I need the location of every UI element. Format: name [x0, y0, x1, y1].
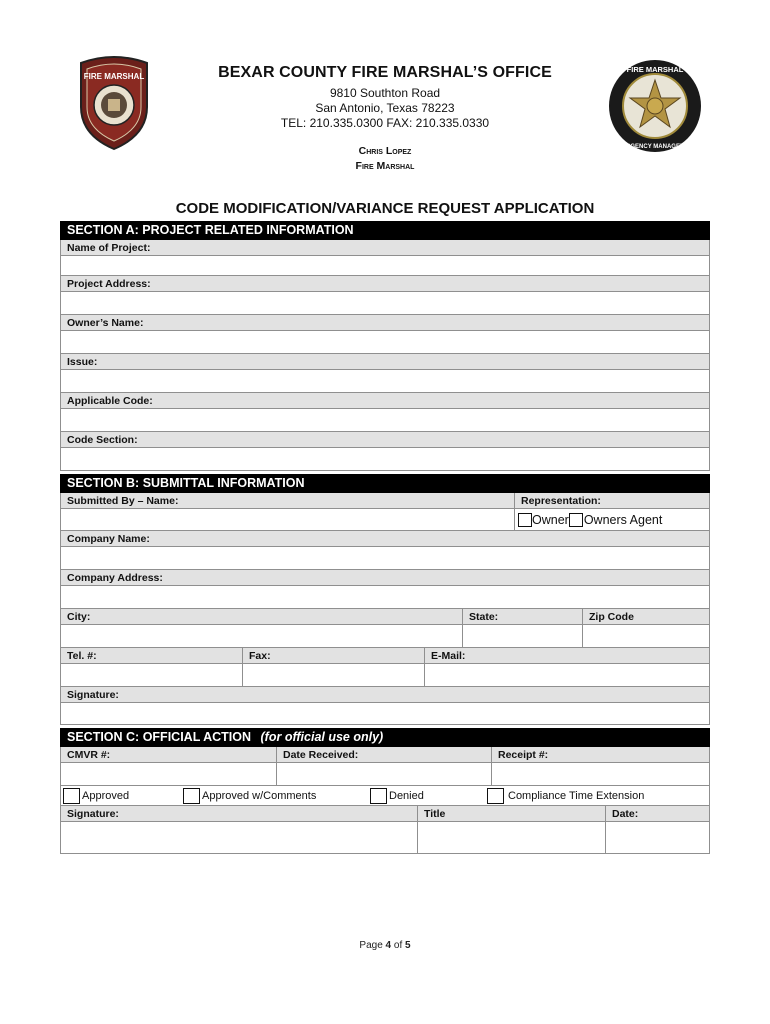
applicable-code-label: Applicable Code:: [60, 393, 710, 409]
project-address-label: Project Address:: [60, 276, 710, 292]
address-line-1: 9810 Southton Road: [329, 86, 441, 100]
official-action-options: [60, 786, 710, 806]
denied-label: Denied: [389, 789, 424, 802]
approved-option: [61, 788, 183, 804]
compliance-label: Compliance Time Extension: [508, 789, 645, 802]
approved-comments-checkbox[interactable]: [183, 788, 200, 804]
section-c: [60, 728, 710, 854]
section-c-heading-note: (for official use only): [260, 730, 384, 744]
denied-checkbox[interactable]: [370, 788, 387, 804]
fire-marshal-patch-logo: [77, 55, 151, 151]
cmvr-label: CMVR #:: [60, 747, 277, 763]
applicable-code-field[interactable]: [60, 409, 710, 432]
page-of: of: [391, 940, 406, 951]
logo-left-text: FIRE MARSHAL: [83, 72, 145, 81]
approved-checkbox[interactable]: [63, 788, 80, 804]
page-prefix: Page: [359, 940, 386, 951]
email-field[interactable]: [425, 664, 710, 687]
official-date-field[interactable]: [606, 822, 710, 854]
owner-option-label: Owner: [532, 512, 569, 527]
company-address-label: Company Address:: [60, 570, 710, 586]
compliance-option: [487, 788, 707, 804]
fax-field[interactable]: [243, 664, 425, 687]
office-title: BEXAR COUNTY FIRE MARSHAL’S OFFICE: [218, 64, 552, 81]
name-of-project-field[interactable]: [60, 256, 710, 276]
section-a-heading: SECTION A: PROJECT RELATED INFORMATION: [60, 221, 710, 240]
issue-label: Issue:: [60, 354, 710, 370]
state-label: State:: [463, 609, 583, 625]
owner-checkbox[interactable]: [518, 513, 532, 527]
address-line-2: San Antonio, Texas 78223: [315, 101, 455, 115]
city-field[interactable]: [60, 625, 463, 648]
signature-field[interactable]: [60, 703, 710, 725]
form-title: CODE MODIFICATION/VARIANCE REQUEST APPLICATION: [175, 200, 595, 217]
section-b: [60, 474, 710, 725]
date-received-label: Date Received:: [277, 747, 492, 763]
receipt-label: Receipt #:: [492, 747, 710, 763]
issue-field[interactable]: [60, 370, 710, 393]
owners-name-field[interactable]: [60, 331, 710, 354]
page-number: [0, 940, 770, 951]
denied-option: [370, 788, 487, 804]
approved-label: Approved: [82, 789, 130, 802]
section-a: [60, 221, 710, 471]
company-name-label: Company Name:: [60, 531, 710, 547]
company-address-field[interactable]: [60, 586, 710, 609]
approved-comments-label: Approved w/Comments: [202, 789, 317, 802]
official-signature-label: Signature:: [60, 806, 418, 822]
phone-fax-line: TEL: 210.335.0300 FAX: 210.335.0330: [280, 116, 490, 130]
fire-marshal-name: Chris Lopez: [358, 145, 412, 157]
section-c-heading-text: SECTION C: OFFICIAL ACTION: [67, 730, 252, 744]
section-b-heading: SECTION B: SUBMITTAL INFORMATION: [60, 474, 710, 493]
zip-code-field[interactable]: [583, 625, 710, 648]
section-c-heading: [60, 728, 710, 747]
owners-name-label: Owner’s Name:: [60, 315, 710, 331]
page-total: 5: [405, 940, 411, 951]
city-label: City:: [60, 609, 463, 625]
zip-code-label: Zip Code: [583, 609, 710, 625]
tel-label: Tel. #:: [60, 648, 243, 664]
emergency-management-seal-logo: [607, 58, 703, 154]
date-received-field[interactable]: [277, 763, 492, 786]
fax-label: Fax:: [243, 648, 425, 664]
fire-marshal-title: Fire Marshal: [355, 160, 415, 172]
compliance-checkbox[interactable]: [487, 788, 504, 804]
logo-right-text-bottom: EMERGENCY MANAGEMENT: [613, 144, 697, 150]
state-field[interactable]: [463, 625, 583, 648]
signature-label: Signature:: [60, 687, 710, 703]
tel-field[interactable]: [60, 664, 243, 687]
receipt-field[interactable]: [492, 763, 710, 786]
code-section-field[interactable]: [60, 448, 710, 471]
official-title-label: Title: [418, 806, 606, 822]
representation-label: Representation:: [515, 493, 710, 509]
official-title-field[interactable]: [418, 822, 606, 854]
official-date-label: Date:: [606, 806, 710, 822]
code-section-label: Code Section:: [60, 432, 710, 448]
email-label: E-Mail:: [425, 648, 710, 664]
owners-agent-option-label: Owners Agent: [583, 512, 663, 527]
name-of-project-label: Name of Project:: [60, 240, 710, 256]
official-signature-field[interactable]: [60, 822, 418, 854]
logo-right-text-top: FIRE MARSHAL: [626, 65, 684, 74]
approved-comments-option: [183, 788, 370, 804]
owners-agent-checkbox[interactable]: [569, 513, 583, 527]
cmvr-field[interactable]: [60, 763, 277, 786]
project-address-field[interactable]: [60, 292, 710, 315]
submitted-by-label: Submitted By – Name:: [60, 493, 515, 509]
page-current: 4: [385, 940, 392, 951]
representation-options: [515, 509, 710, 531]
company-name-field[interactable]: [60, 547, 710, 570]
submitted-by-field[interactable]: [60, 509, 515, 531]
